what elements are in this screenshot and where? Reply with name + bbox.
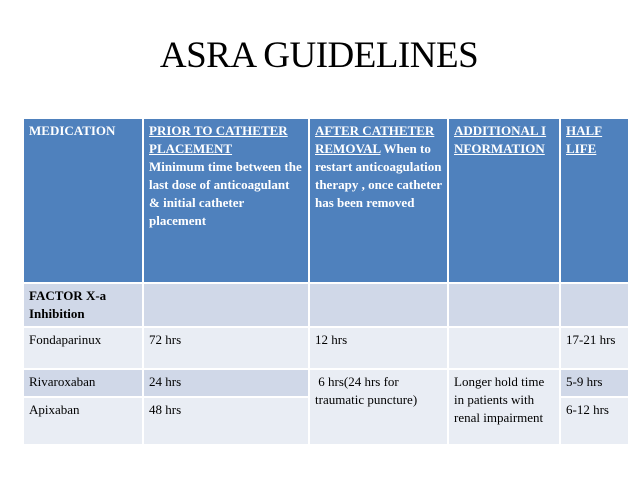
cell-half-life: 5-9 hrs (560, 369, 629, 397)
slide-title: ASRA GUIDELINES (159, 35, 479, 76)
header-after (309, 118, 448, 283)
cell-additional (448, 327, 560, 369)
table-row (23, 327, 629, 369)
cell-prior: 48 hrs (143, 397, 309, 445)
header-after-title: AFTER CATHETER REMOVAL (315, 123, 435, 156)
header-prior-desc: Minimum time between the last dose of anticoagulant & initial catheter placement (149, 159, 302, 228)
header-row (23, 118, 629, 283)
header-additional-title: ADDITIONAL INFORMATION (454, 123, 547, 156)
group-label: FACTOR X-a Inhibition (23, 283, 143, 327)
cell-prior: 24 hrs (143, 369, 309, 397)
header-after-desc: When to restart anticoagulation therapy , once catheter has been removed (315, 141, 442, 210)
header-prior-title: PRIOR TO CATHETER PLACEMENT (149, 123, 288, 156)
cell-after-shared: 6 hrs(24 hrs for traumatic puncture) (309, 369, 448, 445)
cell-medication: Apixaban (23, 397, 143, 445)
header-additional (448, 118, 560, 283)
group-cell (143, 283, 309, 327)
header-prior (143, 118, 309, 283)
cell-half-life: 17-21 hrs (560, 327, 629, 369)
header-half-life: HALF LIFE (560, 118, 629, 283)
group-cell (309, 283, 448, 327)
cell-additional-shared: Longer hold time in patients with renal impairment (448, 369, 560, 445)
group-row (23, 283, 629, 327)
cell-medication: Fondaparinux (23, 327, 143, 369)
group-cell (448, 283, 560, 327)
cell-after: 12 hrs (309, 327, 448, 369)
table-row (23, 369, 629, 397)
group-cell (560, 283, 629, 327)
guidelines-table (22, 117, 630, 446)
header-medication: MEDICATION (23, 118, 143, 283)
cell-medication: Rivaroxaban (23, 369, 143, 397)
cell-half-life: 6-12 hrs (560, 397, 629, 445)
cell-prior: 72 hrs (143, 327, 309, 369)
